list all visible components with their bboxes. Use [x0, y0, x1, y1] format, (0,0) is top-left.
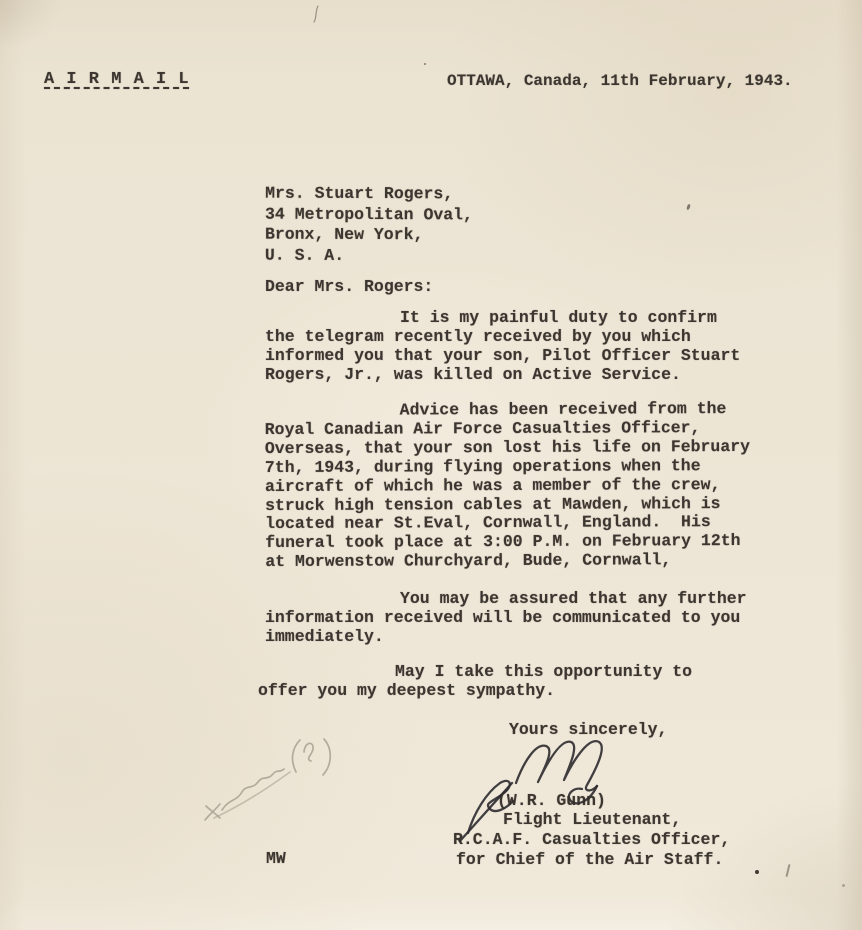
text-line: It is my painful duty to confirm [400, 308, 717, 327]
text-line: aircraft of which he was a member of the crew, [264, 474, 721, 496]
ink-speck [755, 870, 759, 874]
text-line: information received will be communicated to you [265, 607, 741, 627]
signatory-name: (W.R. Gunn) [497, 791, 606, 810]
stroke-path [214, 772, 290, 818]
ink-speck [424, 63, 426, 65]
recipient-name: Mrs. Stuart Rogers, [265, 183, 454, 204]
stroke-path [293, 740, 300, 772]
text-line: You may be assured that any further [400, 589, 747, 608]
text-line: offer you my deepest sympathy. [258, 680, 556, 700]
small-pen-slash-icon [310, 4, 322, 24]
typist-initials: MW [266, 849, 286, 868]
text-line: May I take this opportunity to [395, 662, 693, 681]
text-line: struck high tension cables at Mawden, which is [265, 493, 721, 515]
text-line: funeral took place at 3:00 P.M. on February 12th [265, 531, 741, 553]
dateline: OTTAWA, Canada, 11th February, 1943. [447, 72, 793, 90]
text-line: at Morwenstow Churchyard, Bude, Cornwall, [265, 550, 672, 572]
stroke-path [323, 739, 330, 775]
stroke-path [205, 804, 220, 820]
body-paragraph-2 [265, 400, 751, 572]
stroke-path [516, 741, 602, 790]
recipient-address-block [265, 184, 473, 267]
airmail-heading: A I R M A I L [44, 70, 190, 89]
ink-speck [842, 884, 845, 887]
recipient-city: Bronx, New York, [264, 224, 424, 245]
text-line: informed you that your son, Pilot Officer Stuart [265, 345, 741, 365]
recipient-street: 34 Metropolitan Oval, [265, 204, 474, 224]
signatory-capacity: for Chief of the Air Staff. [456, 850, 724, 869]
body-paragraph-4 [258, 663, 692, 701]
text-line: Advice has been received from the [399, 399, 727, 420]
text-line: immediately. [265, 626, 384, 646]
ink-speck [785, 864, 790, 877]
ink-speck [686, 204, 691, 211]
signatory-rank: Flight Lieutenant, [503, 810, 682, 829]
text-line: Royal Canadian Air Force Casualties Officer, [264, 418, 701, 439]
stroke-path [304, 743, 313, 761]
salutation: Dear Mrs. Rogers: [265, 277, 434, 296]
body-paragraph-1 [265, 309, 740, 385]
text-line: Overseas, that your son lost his life on February [264, 436, 751, 458]
body-paragraph-3 [265, 590, 747, 647]
stroke-path [314, 6, 318, 22]
recipient-country: U. S. A. [264, 245, 345, 265]
stroke-path [222, 769, 284, 810]
text-line: Rogers, Jr., was killed on Active Service. [265, 364, 681, 384]
text-line: located near St.Eval, Cornwall, England. His [265, 512, 711, 534]
pencil-scribble-icon [192, 736, 357, 828]
text-line: the telegram recently received by you which [265, 326, 691, 346]
signatory-unit: R.C.A.F. Casualties Officer, [453, 830, 731, 849]
valediction: Yours sincerely, [509, 720, 668, 739]
text-line: 7th, 1943, during flying operations when the [264, 455, 701, 477]
